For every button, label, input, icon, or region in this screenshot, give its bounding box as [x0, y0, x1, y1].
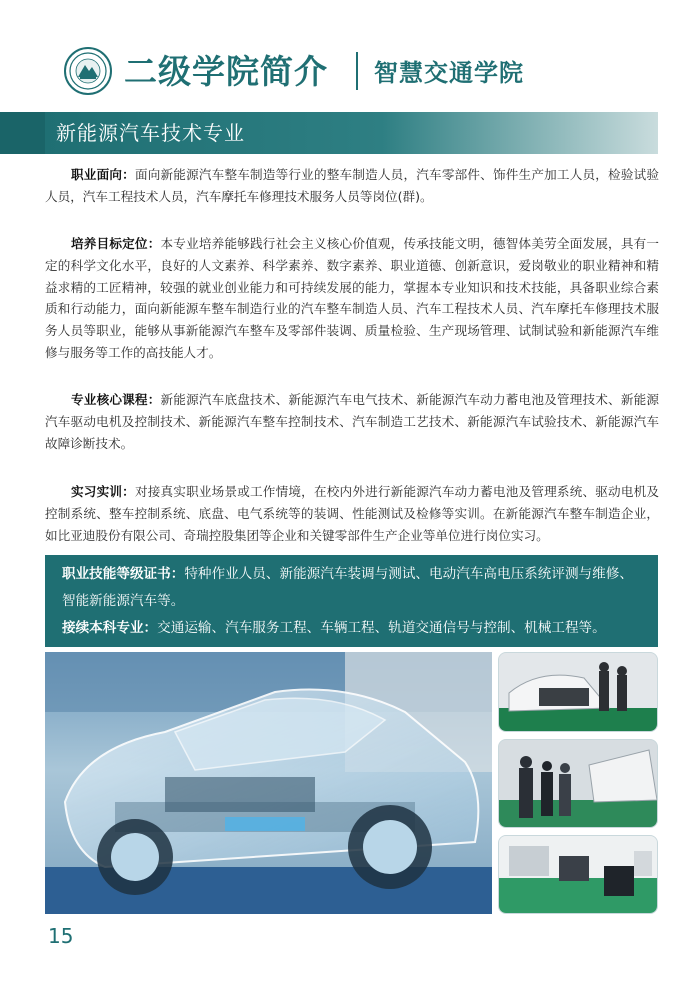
college-name: 智慧交通学院 [374, 59, 524, 87]
section-text: 新能源汽车底盘技术、新能源汽车电气技术、新能源汽车动力蓄电池及管理技术、新能源汽车驱动电机及控制技术、新能源汽车整车控制技术、汽车制造工艺技术、新能源汽车试验技术、新能源汽车故障诊断技术。 [45, 392, 660, 451]
certificate-text: 特种作业人员、新能源汽车装调与测试、电动汽车高电压系统评测与维修、智能新能源汽车等。 [62, 566, 633, 609]
band-accent [0, 112, 45, 154]
highlight-box [45, 555, 658, 647]
training-lab-photo [498, 835, 658, 914]
section-label: 专业核心课程： [71, 392, 161, 407]
college-logo-icon [64, 47, 112, 95]
page-header [0, 0, 695, 105]
engine-training-photo [498, 652, 658, 732]
section-label: 职业面向： [71, 167, 135, 182]
section-label: 培养目标定位： [71, 236, 161, 251]
section-text: 对接真实职业场景或工作情境，在校内外进行新能源汽车动力蓄电池及管理系统、驱动电机及控制系统、整车控制系统、底盘、电气系统等的装调、性能测试及检修等实训。在新能源汽车整车制造企业，如比亚迪股份有限公司、奇瑞控股集团等企业和关键零部件生产企业等单位进行岗位实习。 [45, 484, 660, 543]
page-number: 15 [48, 924, 74, 948]
section-core-courses [45, 389, 659, 454]
section-career-orientation [45, 164, 659, 208]
title-divider [356, 52, 358, 90]
page-title: 二级学院简介 [124, 52, 328, 91]
certificate-label: 职业技能等级证书： [62, 566, 185, 582]
section-text: 面向新能源汽车整车制造等行业的整车制造人员，汽车零部件、饰件生产加工人员，检验试验人员，汽车工程技术人员，汽车摩托车修理技术服务人员等岗位(群)。 [45, 167, 660, 204]
section-training-goal [45, 233, 659, 364]
further-study-line [62, 615, 646, 642]
further-study-label: 接续本科专业： [62, 620, 158, 636]
section-text: 本专业培养能够践行社会主义核心价值观，传承技能文明，德智体美劳全面发展，具有一定的科学文化水平，良好的人文素养、科学素养、数字素养、职业道德、创新意识，爱岗敬业的职业精神和精益求精的工匠精神，较强的就业创业能力和可持续发展的能力，掌握本专业知识和技术技能，具备职业综合素质和行动能力，面向新能源车整车制造行业的汽车整车制造人员、汽车工程技术人员、汽车摩托车修理技术服务人员等职业，能够从事新能源汽车整车及零部件装调、质量检验、生产现场管理、试制试验和新能源汽车维修与服务等工作的高技能人才。 [45, 236, 660, 360]
transparent-car-photo [45, 652, 492, 914]
certificate-line [62, 561, 646, 615]
section-internship [45, 481, 659, 546]
workshop-photo [498, 739, 658, 828]
major-title: 新能源汽车技术专业 [56, 121, 245, 145]
section-label: 实习实训： [71, 484, 135, 499]
further-study-text: 交通运输、汽车服务工程、车辆工程、轨道交通信号与控制、机械工程等。 [157, 620, 606, 636]
